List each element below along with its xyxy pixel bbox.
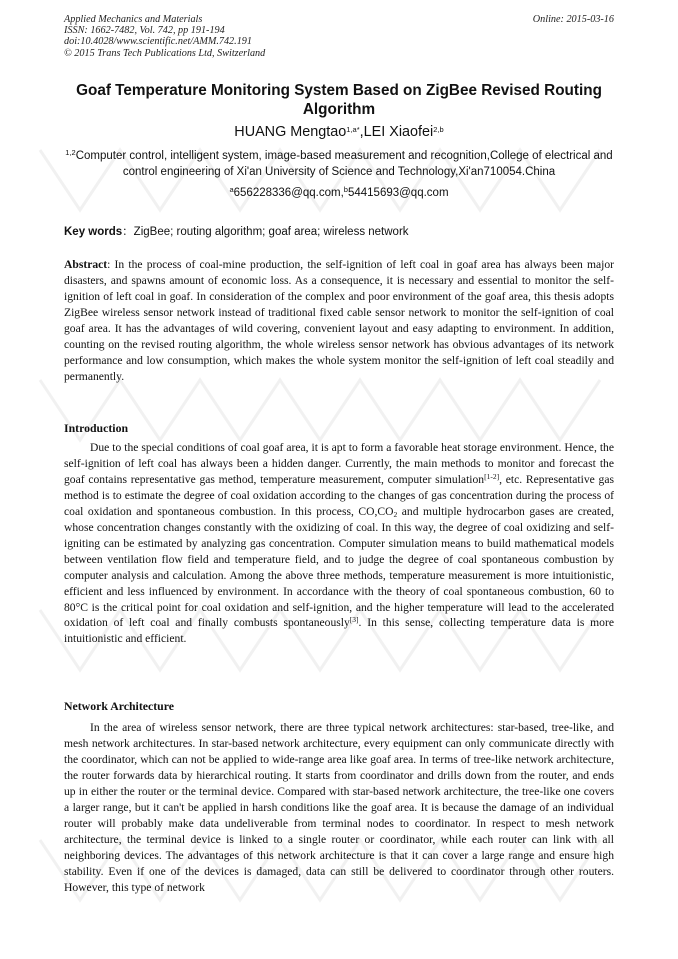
affiliation-text: Computer control, intelligent system, image-based measurement and recognition,College of electrical and control engineering of Xi'an University of Science and Technology,Xi'an710054.China: [75, 150, 613, 178]
paper-title: Goaf Temperature Monitoring System Based on ZigBee Revised Routing Algorithm: [76, 82, 602, 118]
author-separator: ,: [359, 124, 364, 140]
network-architecture-body: [64, 720, 614, 895]
intro-text-4: . In this sense, collecting temperature data is more intuitionistic and efficient.: [64, 616, 614, 646]
email-a-sup: a: [229, 185, 234, 194]
email-b-sup: b: [343, 185, 348, 194]
citation-1-2[interactable]: [1-2]: [484, 471, 500, 481]
email-a: 656228336@qq.com,: [233, 187, 344, 199]
email-b: 54415693@qq.com: [347, 187, 449, 199]
citation-3[interactable]: [3]: [349, 615, 359, 625]
keywords-text: ：ZigBee; routing algorithm; goaf area; wireless network: [122, 226, 409, 238]
author-1-sup: 1,a*: [346, 125, 360, 134]
author-2-sup: 2,b: [433, 125, 444, 134]
network-architecture-heading: Network Architecture: [64, 699, 174, 713]
intro-text-3: and multiple hydrocarbon gases are created, whose concentration changes constantly with the oxidizing of coal. In this way, the degree of coal oxidizing and self-igniting can be estimated by analyzing gas concentration. Computer simulation means to build mathematical models between ventilation flow field and temperature field, and to judge the degree of coal spontaneous combustion by computer analysis and calculation. Among the above three methods, temperature measurement is more intuitionistic, efficient and less influenced by environment. In accordance with the theory of coal spontaneous combustion, 60 to 80°C is the critical point for coal oxidation and self-ignition, and the higher temperature will lead to the accelerated oxidation of left coal and finally combusts spontaneously: [64, 504, 614, 630]
abstract: [64, 257, 614, 385]
author-line: [40, 124, 638, 141]
online-date: Online: 2015-03-16: [532, 14, 614, 25]
abstract-text: : In the process of coal-mine production, the self-ignition of left coal in goaf area has always been major disasters, and spawns amount of economic loss. As a consequence, it is necessary and essential to monitor the self-ignition of left coal in goaf. In consideration of the complex and poor environment of the goaf area, this thesis adopts ZigBee wireless sensor network instead of traditional fixed cable sensor network to monitor the self-ignition of coal goaf area. It has the advantages of wild covering, convenient layout and easy adapting to environment. In addition, counting on the revised routing algorithm, the whole wireless sensor network has obvious advantages of its network performance and low consumption, which makes the whole system monitor the self-ignition of left coal steadily and permanently.: [64, 258, 614, 383]
publication-header: [64, 14, 614, 59]
keywords-label: Key words: [64, 226, 123, 238]
keywords: [64, 225, 614, 239]
author-1-name: HUANG Mengtao: [234, 124, 347, 140]
intro-text-2: , etc. Representative gas method is to estimate the degree of coal oxidation according to the changes of gas concentration during the process of coal oxidation and spontaneous combustion. In this process, CO,CO: [64, 472, 614, 518]
doi-line: doi:10.4028/www.scientific.net/AMM.742.191: [64, 36, 252, 48]
journal-name: Applied Mechanics and Materials: [64, 14, 203, 25]
author-2-name: LEI Xiaofei: [363, 124, 434, 140]
introduction-heading: Introduction: [64, 421, 129, 435]
abstract-label: Abstract: [64, 258, 108, 271]
affiliation-sup: 1,2: [65, 148, 76, 157]
email-line: [50, 186, 628, 200]
issn-line: ISSN: 1662-7482, Vol. 742, pp 191-194: [64, 25, 225, 37]
affiliation: [50, 149, 628, 180]
copyright-line: © 2015 Trans Tech Publications Ltd, Switzerland: [64, 47, 266, 59]
introduction-body: [64, 440, 614, 647]
network-text: In the area of wireless sensor network, there are three typical network architectures: star-based, tree-like, and mesh network architectures. In star-based network architecture, every equipment can only communicate directly with the coordinator, which can not be applied to wide-range area like goaf area. In terms of tree-like network architecture, the router forwards data by hierarchical routing. It starts from coordinator and drills down from the router, and ends up in either the router or the terminal device. Compared with star-based network architecture, the tree-like one covers a larger range, but it can't be applied in harsh conditions like the goaf area. It is because the damage of an individual router will probably make data undeliverable from terminal nodes to coordinator. In respect to mesh network architecture, the terminal device is linked to a single router or coordinator, while each router can link with all neighboring devices. The advantages of this network architecture is that it can cover a large range and ensure high stability. Even if one of the devices is damaged, data can still be delivered to coordinator through other routers. However, this type of network: [64, 721, 614, 894]
co2-subscript: 2: [393, 509, 398, 519]
intro-text-1: Due to the special conditions of coal goaf area, it is apt to form a favorable heat storage environment. Hence, the self-ignition of left coal has always been a hidden danger. Currently, the main methods to monitor and forecast the goaf contains representative gas method, temperature measurement, computer simulation: [64, 441, 614, 486]
